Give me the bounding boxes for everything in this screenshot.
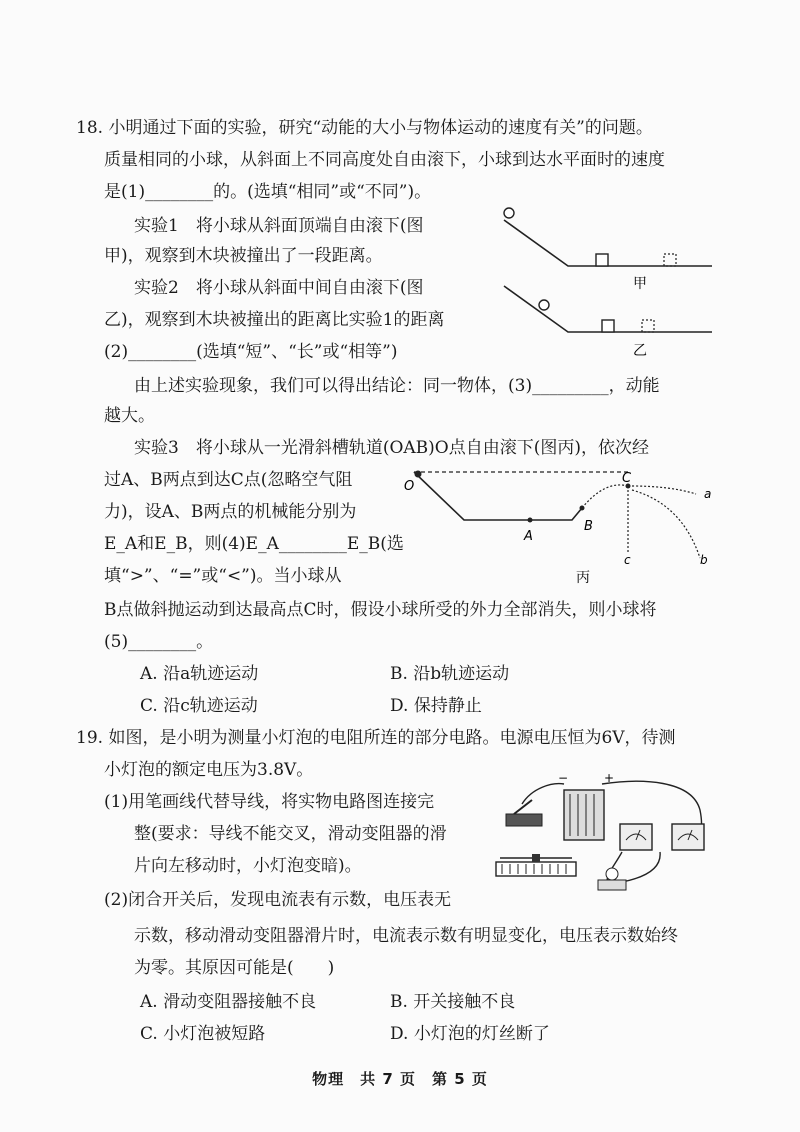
q18-exp1-a: 实验1 将小球从斜面顶端自由滚下(图 <box>134 216 424 236</box>
q19-option-c[interactable]: C. 小灯泡被短路 <box>140 1024 266 1044</box>
q18-line3: 是(1)________的。(选填“相同”或“不同”)。 <box>104 182 432 202</box>
block-jia-moved <box>664 254 676 266</box>
wire-voltmeter-lamp <box>622 852 660 882</box>
label-bing: 丙 <box>576 570 590 586</box>
battery-minus: − <box>558 771 569 785</box>
track-oab <box>414 472 582 520</box>
block-jia <box>596 254 608 266</box>
label-c: C <box>622 471 632 486</box>
label-yi: 乙 <box>633 343 647 359</box>
switch <box>506 814 542 826</box>
q19-part2-c: 为零。其原因可能是( ) <box>134 958 335 978</box>
q18-option-a[interactable]: A. 沿a轨迹运动 <box>140 664 259 684</box>
q18-exp3-b: 过A、B两点到达C点(忽略空气阻 <box>104 470 353 490</box>
q18-option-b[interactable]: B. 沿b轨迹运动 <box>390 664 510 684</box>
ball-jia <box>504 208 514 218</box>
q19-part2-a: (2)闭合开关后，发现电流表有示数，电压表无 <box>104 890 452 910</box>
label-b: B <box>584 519 593 534</box>
q19-option-b[interactable]: B. 开关接触不良 <box>390 992 516 1012</box>
label-path-a: a <box>704 487 712 501</box>
q18-exp3-d: E_A和E_B，则(4)E_A________E_B(选 <box>104 534 404 554</box>
page-footer: 物理 共 7 页 第 5 页 <box>312 1070 488 1088</box>
ball-o <box>415 471 422 478</box>
battery-plus: + <box>604 771 615 785</box>
label-a: A <box>524 529 533 544</box>
q18-exp1-b: 甲)，观察到木块被撞出了一段距离。 <box>104 246 383 266</box>
circuit-figure <box>492 770 720 906</box>
q18-conclusion-b: 越大。 <box>104 406 155 426</box>
label-path-c: c <box>624 553 631 567</box>
q19-option-a[interactable]: A. 滑动变阻器接触不良 <box>140 992 317 1012</box>
ball-yi <box>539 300 549 310</box>
wire-battery-switch <box>522 784 564 804</box>
lamp-base <box>598 880 626 890</box>
track-figure-bing <box>400 460 720 590</box>
rheostat <box>496 862 576 876</box>
path-b <box>632 490 700 558</box>
q19-line2: 小灯泡的额定电压为3.8V。 <box>104 760 314 780</box>
label-o: O <box>404 479 415 494</box>
q18-conclusion-a: 由上述实验现象，我们可以得出结论：同一物体，(3)_________，动能 <box>134 376 660 396</box>
q18-exp2-a: 实验2 将小球从斜面中间自由滚下(图 <box>134 278 424 298</box>
ammeter <box>620 824 652 850</box>
lamp-bulb <box>606 868 618 880</box>
point-a <box>528 518 533 523</box>
q19-part2-b: 示数，移动滑动变阻器滑片时，电流表示数有明显变化，电压表示数始终 <box>134 926 678 946</box>
q19-option-d[interactable]: D. 小灯泡的灯丝断了 <box>390 1024 550 1044</box>
q18-exp2-c: (2)________(选填“短”、“长”或“相等”) <box>104 342 398 362</box>
q19-part1-a: (1)用笔画线代替导线，将实物电路图连接完 <box>104 792 435 812</box>
block-yi-moved <box>642 320 654 332</box>
q18-exp3-c: 力)，设A、B两点的机械能分别为 <box>104 502 357 522</box>
voltmeter <box>672 824 704 850</box>
q18-exp2-b: 乙)，观察到木块被撞出的距离比实验1的距离 <box>104 310 445 330</box>
block-yi <box>602 320 614 332</box>
label-jia: 甲 <box>633 276 647 292</box>
q18-option-c[interactable]: C. 沿c轨迹运动 <box>140 696 258 716</box>
q18-exp3-e: 填“>”、“=”或“<”)。当小球从 <box>104 566 342 586</box>
incline-figures <box>490 200 720 360</box>
trajectory-b-to-c <box>582 485 628 508</box>
q19-line1: 19. 如图，是小明为测量小灯泡的电阻所连的部分电路。电源电压恒为6V，待测 <box>76 728 676 748</box>
q18-option-d[interactable]: D. 保持静止 <box>390 696 482 716</box>
label-path-b: b <box>700 553 708 567</box>
q18-exp3-a: 实验3 将小球从一光滑斜槽轨道(OAB)O点自由滚下(图丙)，依次经 <box>134 438 649 458</box>
q18-line2: 质量相同的小球，从斜面上不同高度处自由滚下，小球到达水平面时的速度 <box>104 150 665 170</box>
q19-part1-c: 片向左移动时，小灯泡变暗)。 <box>134 856 362 876</box>
rheostat-slider <box>532 854 540 862</box>
q18-exp3-f: B点做斜抛运动到达最高点C时，假设小球所受的外力全部消失，则小球将 <box>104 600 657 620</box>
q18-line1: 18. 小明通过下面的实验，研究“动能的大小与物体运动的速度有关”的问题。 <box>76 118 653 138</box>
q18-exp3-g: (5)________。 <box>104 632 214 652</box>
q19-part1-b: 整(要求：导线不能交叉，滑动变阻器的滑 <box>134 824 447 844</box>
